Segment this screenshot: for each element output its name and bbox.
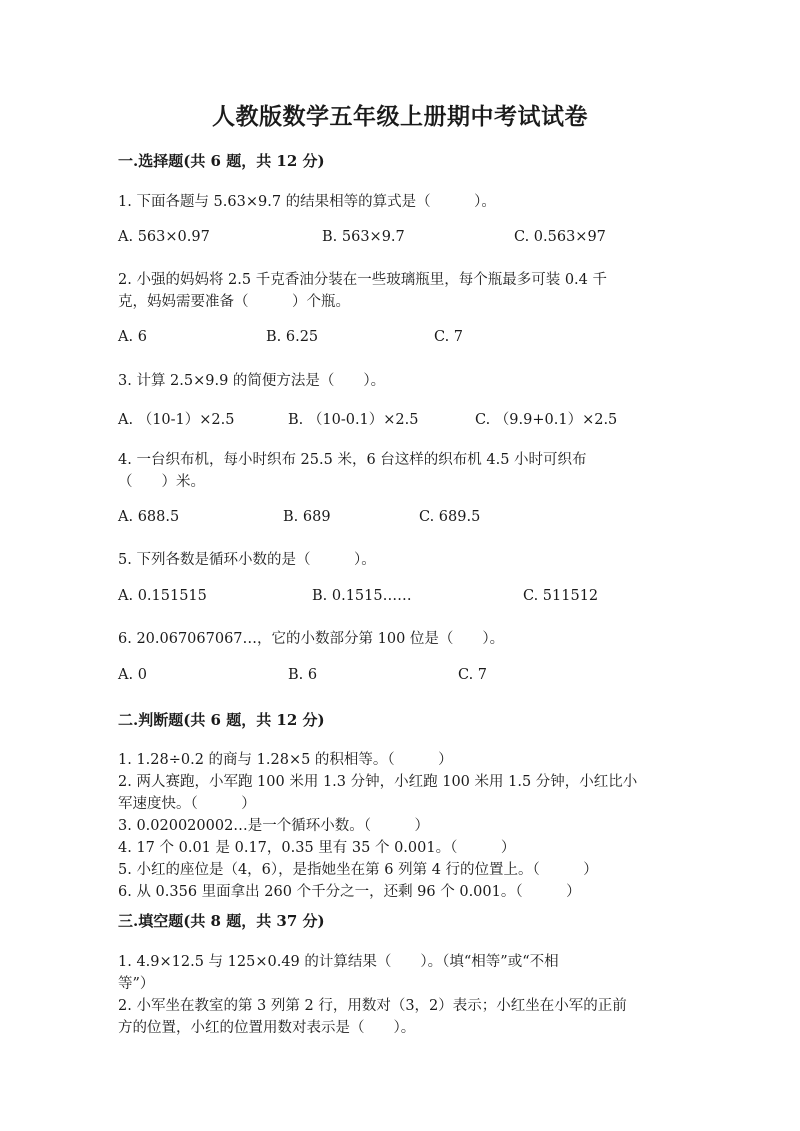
option-b: B. 6.25: [266, 329, 319, 345]
page-title: 人教版数学五年级上册期中考试试卷: [212, 103, 588, 130]
option-a: A. 6: [118, 329, 147, 345]
option-a: A. 0: [118, 667, 147, 683]
question-text: 3. 0.020020002…是一个循环小数。（ ）: [118, 818, 430, 834]
option-a: A. 0.151515: [118, 588, 207, 604]
question-text: 1. 4.9×12.5 与 125×0.49 的计算结果（ ）。（填“相等”或“不相: [118, 954, 559, 970]
option-c: C. （9.9+0.1）×2.5: [475, 412, 618, 428]
option-b: B. 689: [283, 509, 331, 525]
question-text: 方的位置，小红的位置用数对表示是（ ）。: [118, 1020, 416, 1036]
option-a: A. 688.5: [118, 509, 180, 525]
question-text: 1. 下面各题与 5.63×9.7 的结果相等的算式是（ ）。: [118, 194, 496, 210]
question-text: 4. 17 个 0.01 是 0.17，0.35 里有 35 个 0.001。（ ）: [118, 840, 516, 856]
option-c: C. 689.5: [419, 509, 481, 525]
question-text: 6. 从 0.356 里面拿出 260 个千分之一，还剩 96 个 0.001。（ ）: [118, 884, 581, 900]
option-c: C. 0.563×97: [514, 229, 606, 245]
section-heading-judgement: 二.判断题(共 6 题，共 12 分): [118, 711, 325, 729]
section-heading-fill-blank: 三.填空题(共 8 题，共 37 分): [118, 912, 325, 930]
question-text: 2. 两人赛跑，小军跑 100 米用 1.3 分钟，小红跑 100 米用 1.5 分钟，小红比小: [118, 774, 638, 790]
question-text: 4. 一台织布机，每小时织布 25.5 米，6 台这样的织布机 4.5 小时可织布: [118, 452, 587, 468]
question-text: 3. 计算 2.5×9.9 的简便方法是（ ）。: [118, 373, 386, 389]
question-text: 5. 下列各数是循环小数的是（ ）。: [118, 552, 376, 568]
option-a: A. 563×0.97: [118, 229, 210, 245]
option-b: B. 6: [288, 667, 318, 683]
option-c: C. 511512: [523, 588, 599, 604]
option-c: C. 7: [458, 667, 488, 683]
section-heading-choice: 一.选择题(共 6 题，共 12 分): [118, 152, 325, 170]
option-c: C. 7: [434, 329, 464, 345]
question-text: 等”）: [118, 976, 155, 992]
question-text: 6. 20.067067067…，它的小数部分第 100 位是（ ）。: [118, 631, 505, 647]
question-text: 2. 小强的妈妈将 2.5 千克香油分装在一些玻璃瓶里，每个瓶最多可装 0.4 千: [118, 272, 607, 288]
option-b: B. （10-0.1）×2.5: [288, 412, 419, 428]
question-text: 5. 小红的座位是（4，6），是指她坐在第 6 列第 4 行的位置上。（ ）: [118, 862, 598, 878]
question-text: 军速度快。（ ）: [118, 796, 256, 812]
question-text: 1. 1.28÷0.2 的商与 1.28×5 的积相等。（ ）: [118, 752, 453, 768]
option-b: B. 563×9.7: [322, 229, 405, 245]
question-text: （ ）米。: [118, 474, 205, 490]
question-text: 克，妈妈需要准备（ ）个瓶。: [118, 294, 350, 310]
question-text: 2. 小军坐在教室的第 3 列第 2 行，用数对（3，2）表示；小红坐在小军的正前: [118, 998, 627, 1014]
option-a: A. （10-1）×2.5: [118, 412, 235, 428]
option-b: B. 0.1515……: [312, 588, 412, 604]
